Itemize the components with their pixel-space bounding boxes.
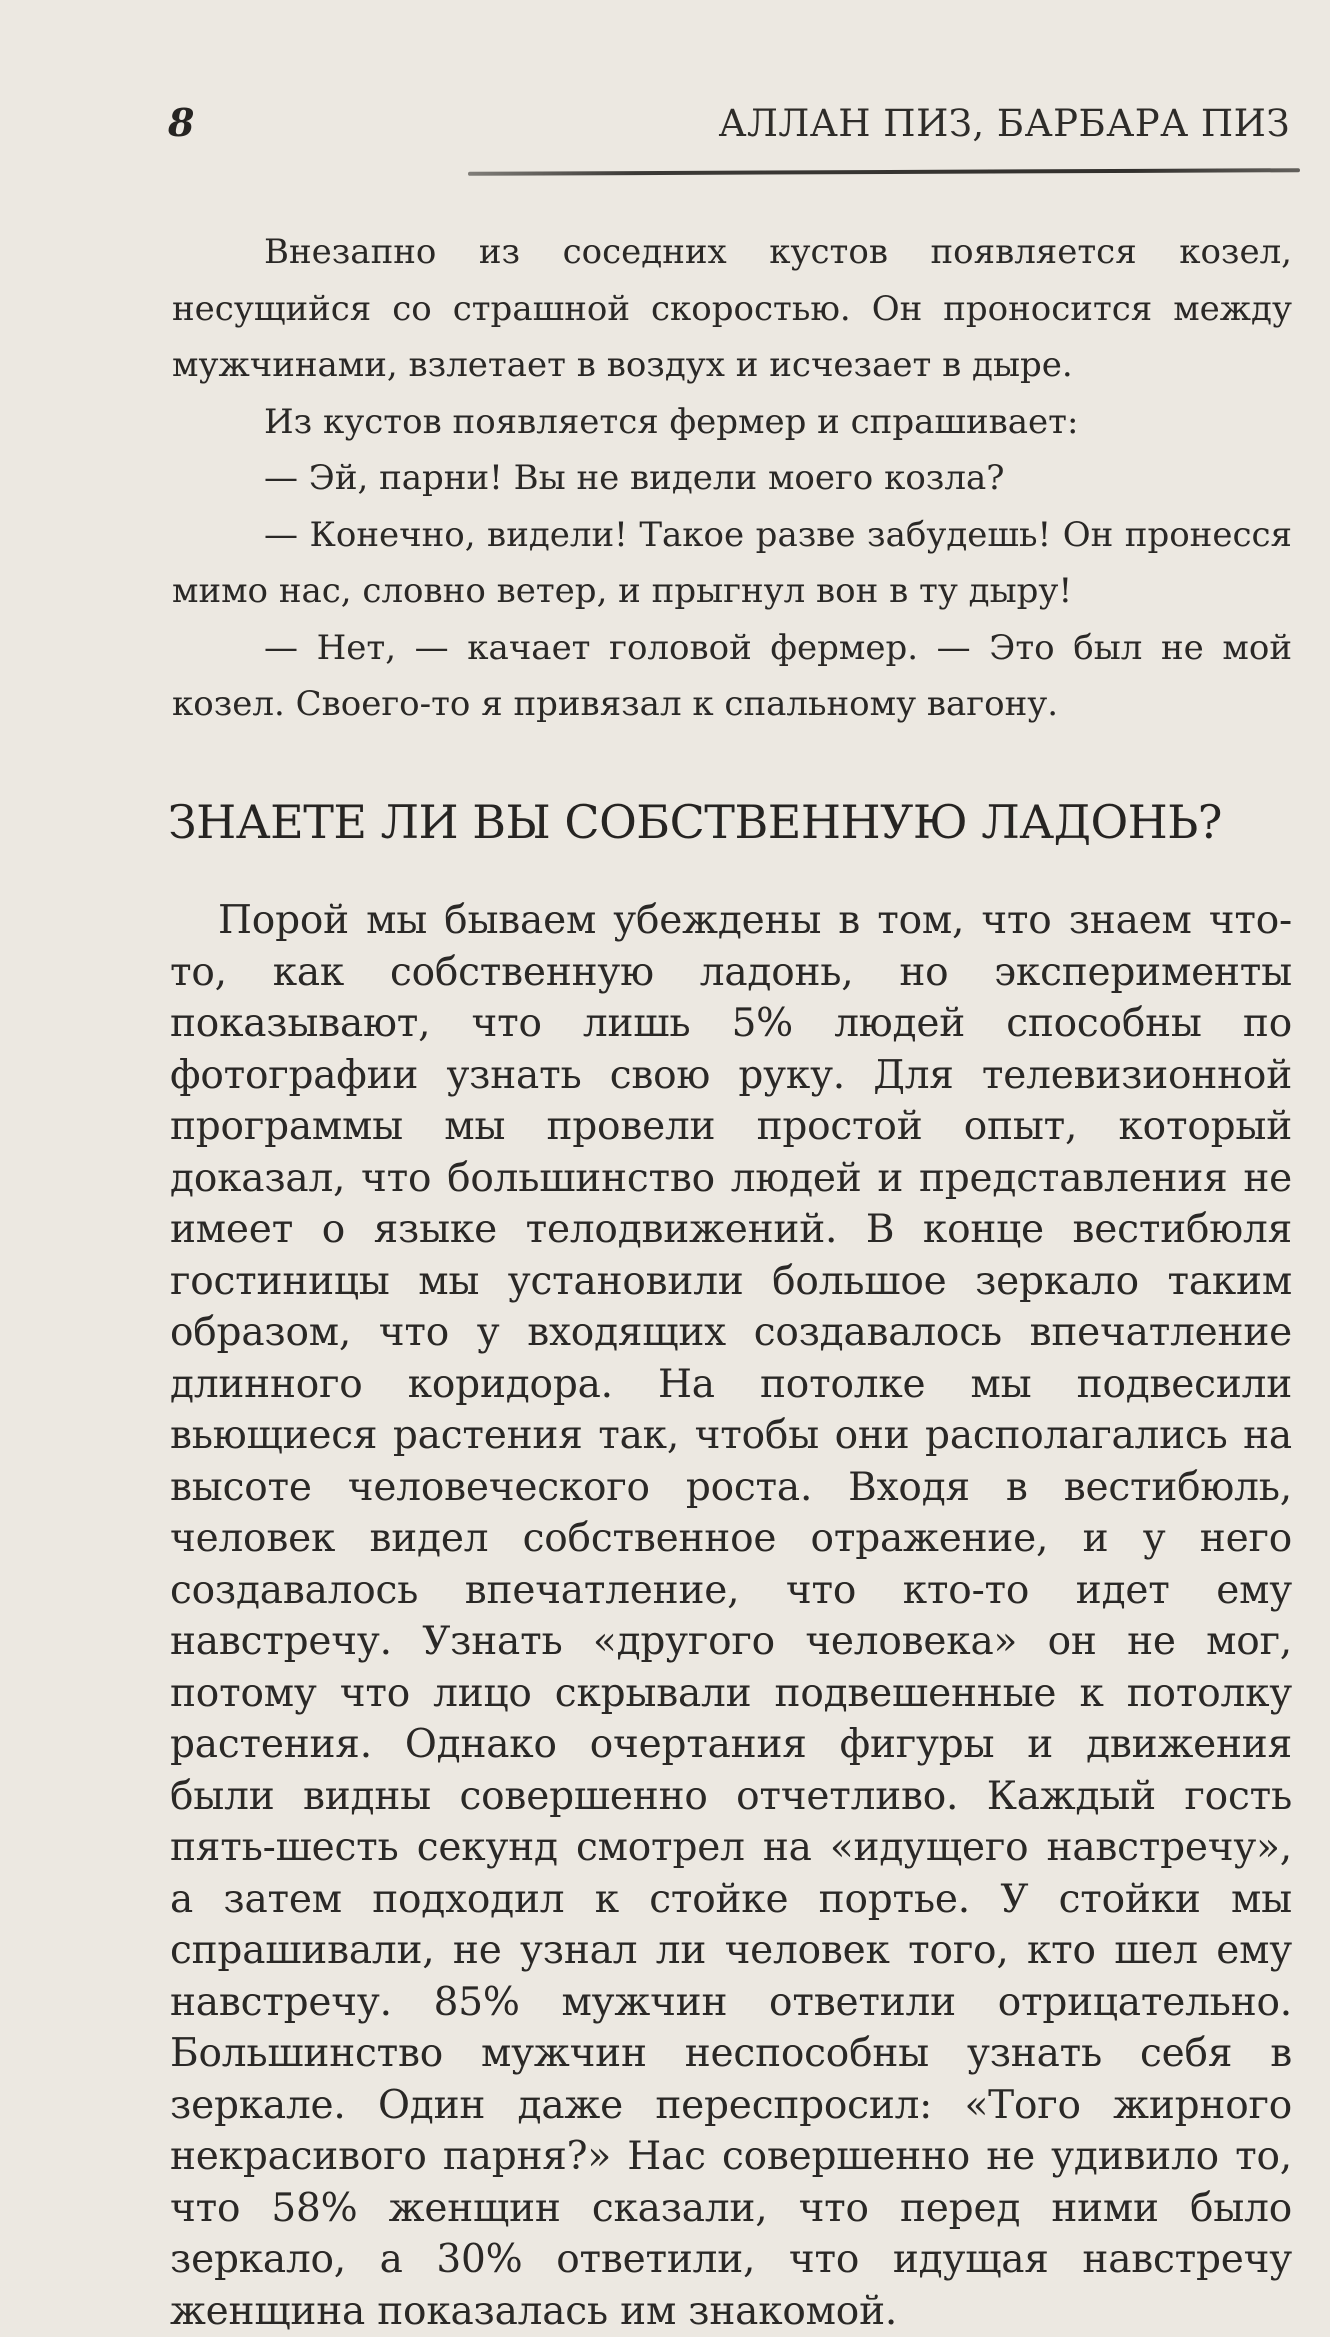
header-rule	[468, 168, 1300, 176]
anecdote-paragraph: Внезапно из соседних кустов появляется козел, несущийся со страшной скоростью. Он проносится между мужчинами, взлетает в воздух и исчезает в дыре.	[172, 232, 1292, 385]
anecdote-text	[172, 224, 1292, 733]
page-number: 8	[168, 100, 195, 145]
anecdote-paragraph: — Нет, — качает головой фермер. — Это был не мой козел. Своего-то я привязал к спальному вагону.	[172, 627, 1292, 724]
anecdote-paragraph: — Эй, парни! Вы не видели моего козла?	[264, 458, 1005, 498]
running-title: АЛЛАН ПИЗ, БАРБАРА ПИЗ	[718, 102, 1290, 145]
section-heading: ЗНАЕТЕ ЛИ ВЫ СОБСТВЕННУЮ ЛАДОНЬ?	[168, 795, 1222, 849]
anecdote-paragraph: Из кустов появляется фермер и спрашивает:	[264, 401, 1079, 442]
running-head	[168, 92, 1290, 152]
section-body-paragraph: Порой мы бываем убеждены в том, что знаем что-то, как собственную ладонь, но эксперименты показывают, что лишь 5% людей способны по фотографии узнать свою руку. Для телевизионной программы мы провели простой опыт, который доказал, что большинство людей и представления не имеет о языке телодвижений. В конце вестибюля гостиницы мы установили большое зеркало таким образом, что у входящих создавалось впечатление длинного коридора. На потолке мы подвесили вьющиеся растения так, чтобы они располагались на высоте человеческого роста. Входя в вестибюль, человек видел собственное отражение, и у него создавалось впечатление, что кто-то идет ему навстречу. Узнать «другого человека» он не мог, потому что лицо скрывали подвешенные к потолку растения. Однако очертания фигуры и движения были видны совершенно отчетливо. Каждый гость пять-шесть секунд смотрел на «идущего навстречу», а затем подходил к стойке портье. У стойки мы спрашивали, не узнал ли человек того, кто шел ему навстречу. 85% мужчин ответили отрицательно. Большинство мужчин неспособны узнать себя в зеркале. Один даже переспросил: «Того жирного некрасивого парня?» Нас совершенно не удивило то, что 58% женщин сказали, что перед ними было зеркало, а 30% ответили, что идущая навстречу женщина показалась им знакомой.	[170, 898, 1292, 2334]
anecdote-paragraph: — Конечно, видели! Такое разве забудешь! Он пронесся мимо нас, словно ветер, и прыгнул вон в ту дыру!	[172, 514, 1292, 611]
